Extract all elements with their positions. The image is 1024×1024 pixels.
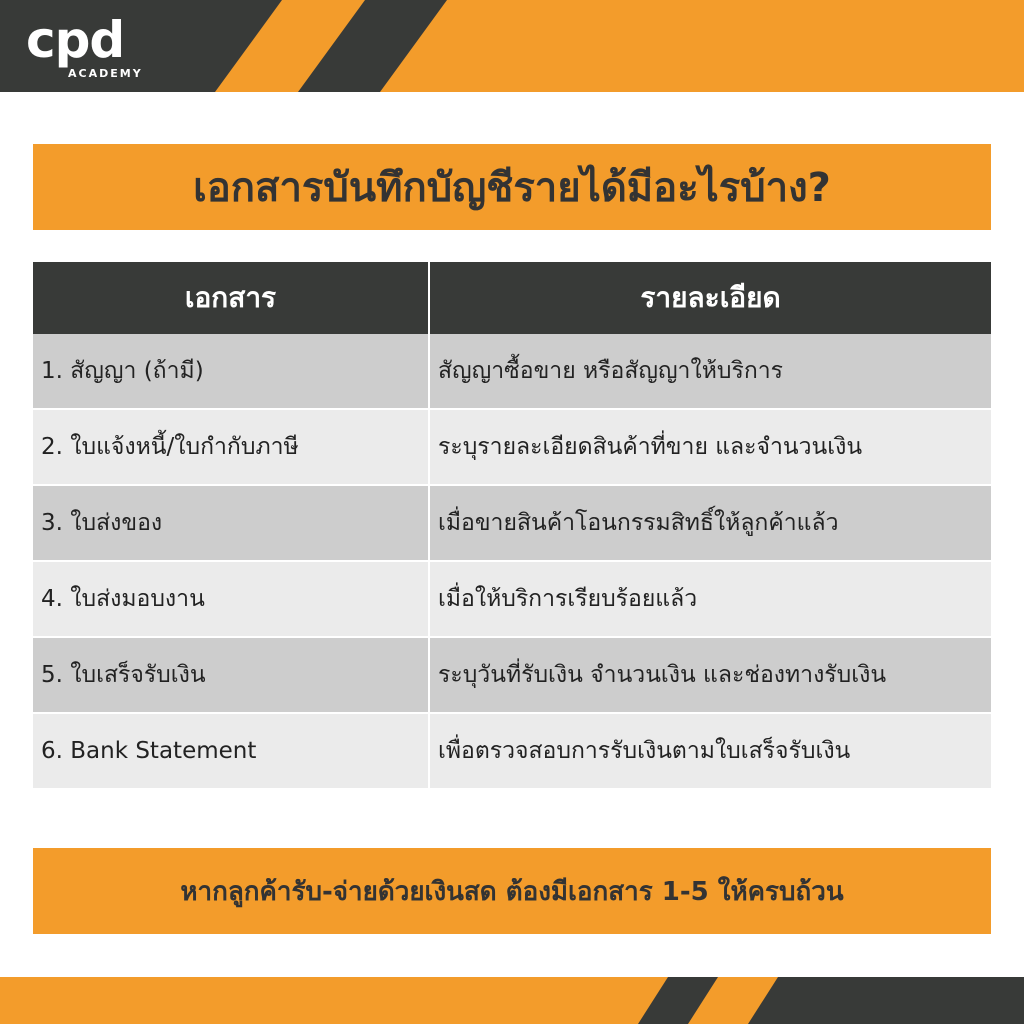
table-row bbox=[33, 409, 991, 485]
table-row bbox=[33, 637, 991, 713]
row-detail: สัญญาซื้อขาย หรือสัญญาให้บริการ bbox=[429, 334, 991, 409]
row-document: 3. ใบส่งของ bbox=[33, 485, 429, 561]
row-document: 4. ใบส่งมอบงาน bbox=[33, 561, 429, 637]
table-row bbox=[33, 561, 991, 637]
logo-wordmark: cpd bbox=[26, 11, 125, 69]
row-detail: ระบุวันที่รับเงิน จำนวนเงิน และช่องทางรับเงิน bbox=[429, 637, 991, 713]
table-row bbox=[33, 334, 991, 409]
title-bar bbox=[33, 144, 991, 230]
row-detail: ระบุรายละเอียดสินค้าที่ขาย และจำนวนเงิน bbox=[429, 409, 991, 485]
header-detail: รายละเอียด bbox=[429, 262, 991, 334]
row-document: 2. ใบแจ้งหนี้/ใบกำกับภาษี bbox=[33, 409, 429, 485]
row-detail: เมื่อให้บริการเรียบร้อยแล้ว bbox=[429, 561, 991, 637]
top-banner bbox=[0, 0, 1024, 92]
table-header-row bbox=[33, 262, 991, 334]
note-bar bbox=[33, 848, 991, 934]
bottom-banner bbox=[0, 977, 1024, 1024]
cash-note: หากลูกค้ารับ-จ่ายด้วยเงินสด ต้องมีเอกสาร 1-5 ให้ครบถ้วน bbox=[180, 876, 844, 907]
logo-subtitle: ACADEMY bbox=[68, 67, 143, 80]
table-row bbox=[33, 713, 991, 789]
documents-table bbox=[33, 262, 991, 790]
bottom-banner-graphic bbox=[0, 977, 1024, 1024]
row-document: 6. Bank Statement bbox=[33, 713, 429, 789]
row-detail: เพื่อตรวจสอบการรับเงินตามใบเสร็จรับเงิน bbox=[429, 713, 991, 789]
table-row bbox=[33, 485, 991, 561]
cpd-academy-logo bbox=[26, 11, 176, 84]
row-detail: เมื่อขายสินค้าโอนกรรมสิทธิ์ให้ลูกค้าแล้ว bbox=[429, 485, 991, 561]
page-title: เอกสารบันทึกบัญชีรายได้มีอะไรบ้าง? bbox=[193, 165, 831, 211]
header-document: เอกสาร bbox=[33, 262, 429, 334]
row-document: 5. ใบเสร็จรับเงิน bbox=[33, 637, 429, 713]
row-document: 1. สัญญา (ถ้ามี) bbox=[33, 334, 429, 409]
